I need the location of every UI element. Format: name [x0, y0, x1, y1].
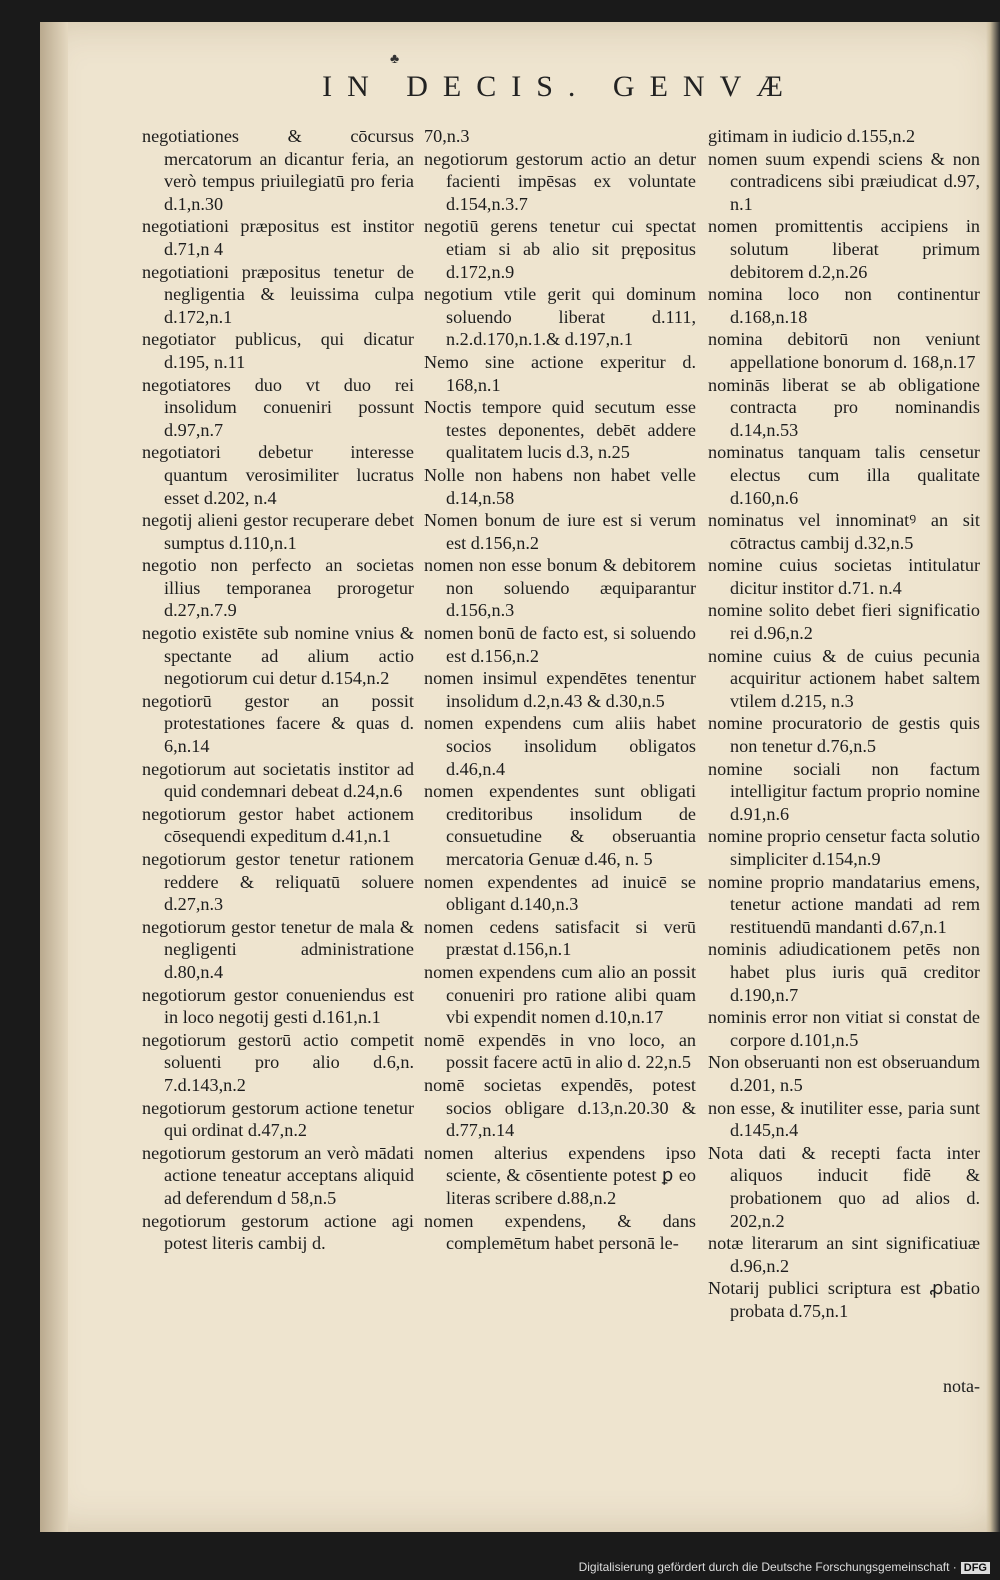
index-entry: negotiator publicus, qui dicatur d.195, n.11	[142, 329, 414, 372]
page-edge	[986, 22, 1000, 1532]
index-entry: nomen expendentes ad inuicē se obligant d.140,n.3	[424, 871, 696, 915]
index-entry: Nomen bonum de iure est si verum est d.156,n.2	[424, 510, 696, 553]
index-entry: nomen expendens cum aliis habet socios insolidum obligatos d.46,n.4	[424, 713, 696, 779]
index-entry: negotiorum gestor conueniendus est in loco negotij gesti d.161,n.1	[142, 984, 414, 1028]
index-entry: nomine cuius & de cuius pecunia acquiritur actionem habet saltem vtilem d.215, n.3	[708, 645, 980, 711]
index-entry: nomen expendens, & dans complemētum habet personā le-	[424, 1210, 696, 1254]
index-entry: negotiorum gestor tenetur de mala & negligenti administratione d.80,n.4	[142, 916, 414, 982]
index-entry: nominās liberat se ab obligatione contracta pro nominandis d.14,n.53	[708, 374, 980, 440]
index-column-1	[142, 125, 414, 1255]
index-entry: negotiorum aut societatis institor ad quid condemnari debeat d.24,n.6	[142, 758, 414, 802]
index-entry: negotiorum gestor tenetur rationem reddere & reliquatū soluere d.27,n.3	[142, 849, 414, 915]
footer-text: Digitalisierung gefördert durch die Deutsche Forschungsgemeinschaft ·	[578, 1560, 957, 1574]
index-entry: negotiorum gestorum actione agi potest literis cambij d.	[142, 1210, 414, 1254]
index-entry: Non obseruanti non est obseruandum d.201, n.5	[708, 1052, 980, 1095]
index-entry: nomine sociali non factum intelligitur factum proprio nomine d.91,n.6	[708, 758, 980, 824]
dfg-logo: DFG	[961, 1562, 990, 1574]
index-entry: nomine cuius societas intitulatur dicitur institor d.71. n.4	[708, 555, 980, 598]
index-entry: nomen insimul expendētes tenentur insolidum d.2,n.43 & d.30,n.5	[424, 668, 696, 711]
index-entry: Nota dati & recepti facta inter aliquos inducit fidē & probationem quo ad alios d. 202,n.2	[708, 1142, 980, 1231]
index-entry: negotiorum gestorum actione tenetur qui ordinat d.47,n.2	[142, 1097, 414, 1141]
index-entry: negotiorum gestorum actio an detur facienti impēsas ex voluntate d.154,n.3.7	[424, 148, 696, 214]
index-entry: nomen promittentis accipiens in solutum liberat primum debitorem d.2,n.26	[708, 216, 980, 282]
index-entry: negotiatori debetur interesse quantum verosimiliter lucratus esset d.202, n.4	[142, 442, 414, 508]
index-entry: nomen cedens satisfacit si verū præstat d.156,n.1	[424, 916, 696, 960]
index-entry: nominis adiudicationem petēs non habet plus iuris quā creditor d.190,n.7	[708, 939, 980, 1005]
index-entry: negotiorum gestorum an verò mādati actione teneatur acceptans aliquid ad deferendum d 58,n.5	[142, 1142, 414, 1208]
index-entry: negotiorum gestorū actio competit soluenti pro alio d.6,n. 7.d.143,n.2	[142, 1029, 414, 1095]
index-entry: negotiationi præpositus est institor d.71,n 4	[142, 216, 414, 259]
ornament-mark: ♣	[390, 52, 400, 67]
index-column-3	[708, 125, 980, 1322]
index-entry: Nemo sine actione experitur d. 168,n.1	[424, 351, 696, 395]
index-entry: negotio existēte sub nomine vnius & spectante ad alium actio negotiorum cui detur d.154,n.2	[142, 623, 414, 689]
index-entry: Notarij publici scriptura est ꝓbatio probata d.75,n.1	[708, 1278, 980, 1321]
index-entry: nomine proprio censetur facta solutio simpliciter d.154,n.9	[708, 826, 980, 869]
index-entry: nomine solito debet fieri significatio rei d.96,n.2	[708, 600, 980, 644]
index-entry: nomina debitorū non veniunt appellatione bonorum d. 168,n.17	[708, 329, 980, 372]
page-gutter	[40, 22, 68, 1532]
index-entry: nomine procuratorio de gestis quis non tenetur d.76,n.5	[708, 713, 980, 757]
index-entry: 70,n.3	[424, 126, 470, 146]
index-entry: nominatus tanquam talis censetur electus cum illa qualitate d.160,n.6	[708, 442, 980, 508]
index-entry: Nolle non habens non habet velle d.14,n.58	[424, 464, 696, 508]
index-entry: nominatus vel innominatꝰ an sit cōtractus cambij d.32,n.5	[708, 510, 980, 553]
index-entry: negotiorum gestor habet actionem cōsequendi expeditum d.41,n.1	[142, 803, 414, 847]
index-entry: nomen expendentes sunt obligati creditoribus insolidum de consuetudine & obseruantia mercatoria Genuæ d.46, n. 5	[424, 781, 696, 869]
index-entry: nomē societas expendēs, potest socios obligare d.13,n.20.30 & d.77,n.14	[424, 1074, 696, 1141]
book-page	[40, 22, 1000, 1532]
index-entry: negotij alieni gestor recuperare debet sumptus d.110,n.1	[142, 510, 414, 553]
running-head: IN DECIS. GENVÆ	[322, 70, 798, 103]
index-entry: nomen non esse bonum & debitorem non soluendo æquiparantur d.156,n.3	[424, 555, 696, 621]
index-entry: nominis error non vitiat si constat de corpore d.101,n.5	[708, 1007, 980, 1050]
index-entry: nomine proprio mandatarius emens, tenetur actione mandati ad rem restituendū mandanti d.67,n.1	[708, 871, 980, 937]
index-entry: Noctis tempore quid secutum esse testes deponentes, debēt addere qualitatem lucis d.3, n.25	[424, 397, 696, 463]
index-entry: non esse, & inutiliter esse, paria sunt d.145,n.4	[708, 1097, 980, 1141]
index-entry: negotium vtile gerit qui dominum soluendo liberat d.111, n.2.d.170,n.1.& d.197,n.1	[424, 284, 696, 350]
index-entry: negotiū gerens tenetur cui spectat etiam si ab alio sit prępositus d.172,n.9	[424, 216, 696, 282]
index-entry: nomē expendēs in vno loco, an possit facere actū in alio d. 22,n.5	[424, 1029, 696, 1073]
index-entry: negotio non perfecto an societas illius temporanea prorogetur d.27,n.7.9	[142, 555, 414, 621]
index-entry: nomen suum expendi sciens & non contradicens sibi præiudicat d.97, n.1	[708, 148, 980, 214]
index-entry: notæ literarum an sint significatiuæ d.96,n.2	[708, 1233, 980, 1276]
index-entry: negotiorū gestor an possit protestationes facere & quas d. 6,n.14	[142, 690, 414, 757]
index-entry: nomen alterius expendens ipso sciente, & cōsentiente potest ꝑ eo literas scribere d.88,n.2	[424, 1142, 696, 1208]
index-entry: nomina loco non continentur d.168,n.18	[708, 284, 980, 327]
index-entry: gitimam in iudicio d.155,n.2	[708, 126, 916, 146]
index-entry: negotiationi præpositus tenetur de negligentia & leuissima culpa d.172,n.1	[142, 261, 414, 327]
index-entry: nomen bonū de facto est, si soluendo est d.156,n.2	[424, 623, 696, 666]
index-entry: negotiationes & cōcursus mercatorum an dicantur feria, an verò tempus priuilegiatū pro feria d.1,n.30	[142, 126, 414, 214]
index-column-2	[424, 125, 696, 1255]
index-entry: nomen expendens cum alio an possit conueniri pro ratione alibi quam vbi expendit nomen d.10,n.17	[424, 961, 696, 1028]
digitization-footer	[579, 1560, 990, 1574]
index-entry: negotiatores duo vt duo rei insolidum conueniri possunt d.97,n.7	[142, 374, 414, 440]
catchword: nota-	[943, 1376, 980, 1396]
